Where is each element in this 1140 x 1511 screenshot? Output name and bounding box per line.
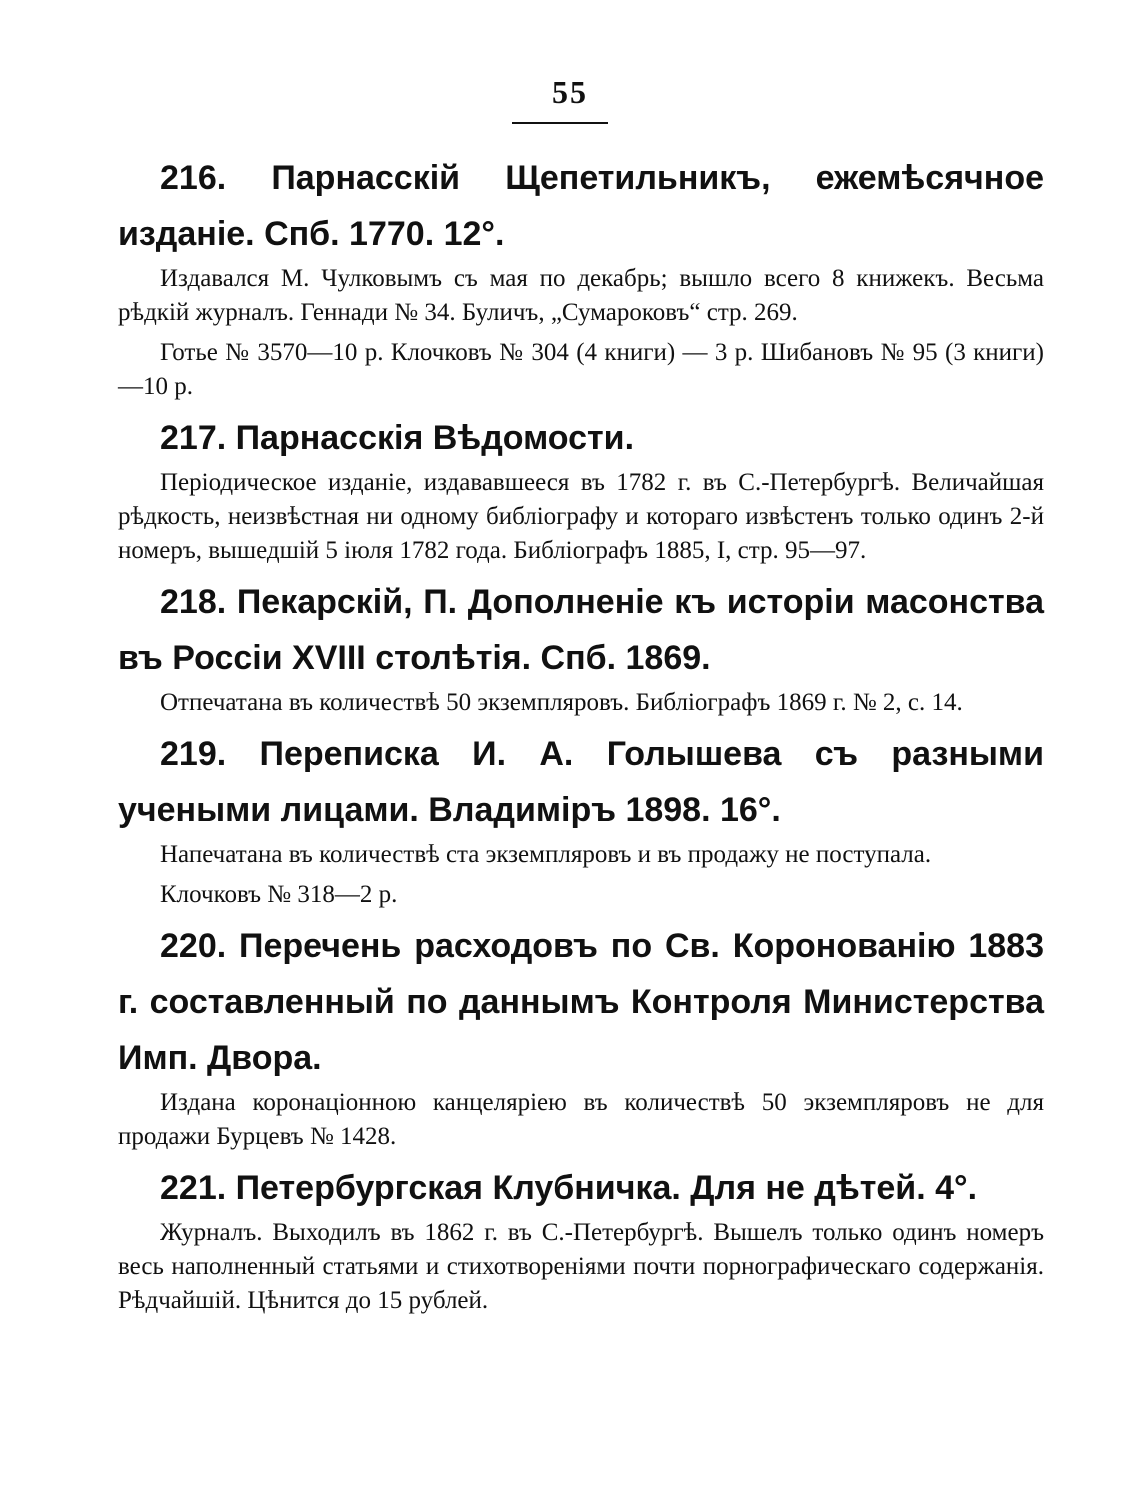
entry-216 [118, 150, 1044, 404]
entry-title: 217. Парнасскія Вѣдомости. [160, 419, 635, 457]
entry-title: 221. Петербургская Клубничка. Для не дѣтей. 4°. [160, 1169, 978, 1207]
entry-note: Издана коронаціонною канцеляріею въ количествѣ 50 экземпляровъ не для продажи Бурцевъ № 1428. [118, 1089, 1044, 1150]
entry-note: Издавался М. Чулковымъ съ мая по декабрь; вышло всего 8 книжекъ. Весьма рѣдкій журналъ. Геннади № 34. Буличъ, „Сумароковъ“ стр. 269. [118, 265, 1044, 326]
entry-note: Клочковъ № 318—2 р. [160, 881, 398, 908]
entry-220 [118, 918, 1044, 1154]
entry-note: Періодическое изданіе, издававшееся въ 1782 г. въ С.-Петербургѣ. Величайшая рѣдкость, неизвѣстная ни одному библіографу и котораго извѣстенъ только одинъ 2-й номеръ, вышедшій 5 іюля 1782 года. Библіографъ 1885, I, стр. 95—97. [118, 469, 1044, 564]
entry-title: 219. Переписка И. А. Голышева съ разными учеными лицами. Владиміръ 1898. 16°. [118, 735, 1044, 829]
entry-title: 220. Перечень расходовъ по Св. Коронованію 1883 г. составленный по даннымъ Контроля Министерства Имп. Двора. [118, 927, 1044, 1077]
entry-219 [118, 726, 1044, 912]
page-body [118, 150, 1044, 1324]
entry-title: 216. Парнасскій Щепетильникъ, ежемѣсячное изданіе. Спб. 1770. 12°. [118, 159, 1044, 253]
entry-note: Напечатана въ количествѣ ста экземпляровъ и въ продажу не поступала. [160, 841, 932, 868]
entry-note: Отпечатана въ количествѣ 50 экземпляровъ. Библіографъ 1869 г. № 2, с. 14. [160, 689, 963, 716]
page-number-rule [512, 122, 608, 124]
entry-title: 218. Пекарскій, П. Дополненіе къ исторіи масонства въ Россіи XVIII столѣтія. Спб. 1869. [118, 583, 1044, 677]
entry-note: Готье № 3570—10 р. Клочковъ № 304 (4 книги) — 3 р. Шибановъ № 95 (3 книги)—10 р. [118, 339, 1044, 400]
entry-note: Журналъ. Выходилъ въ 1862 г. въ С.-Петербургѣ. Вышелъ только одинъ номеръ весь наполненный статьями и стихотвореніями почти порнографическаго содержанія. Рѣдчайшій. Цѣнится до 15 рублей. [118, 1219, 1044, 1314]
entry-221 [118, 1160, 1044, 1318]
entry-217 [118, 410, 1044, 568]
page-number: 55 [552, 74, 588, 110]
entry-218 [118, 574, 1044, 720]
